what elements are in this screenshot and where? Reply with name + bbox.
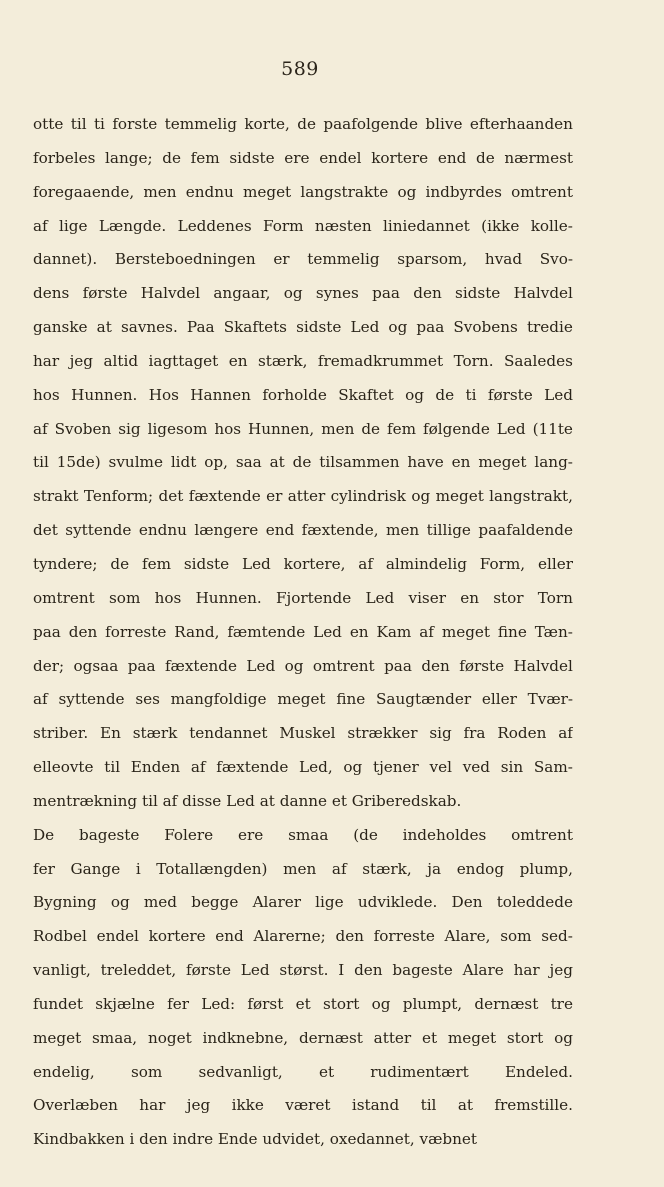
text-line: fundet skjælne fer Led: først et stort og plumpt, dernæst tre — [33, 994, 573, 1013]
text-line: af Svoben sig ligesom hos Hunnen, men de fem følgende Led (11te — [33, 419, 573, 438]
text-line: fer Gange i Totallængden) men af stærk, ja endog plump, — [33, 859, 573, 878]
text-line: paa den forreste Rand, fæmtende Led en Kam af meget fine Tæn- — [33, 622, 573, 641]
text-line: strakt Tenform; det fæxtende er atter cylindrisk og meget langstrakt, — [33, 487, 573, 506]
text-line: vanligt, treleddet, første Led størst. I den bageste Alare har jeg — [33, 961, 573, 980]
text-line: der; ogsaa paa fæxtende Led og omtrent paa den første Halvdel — [33, 656, 573, 675]
text-line: har jeg altid iagttaget en stærk, fremadkrummet Torn. Saaledes — [33, 351, 573, 370]
text-line: striber. En stærk tendannet Muskel strækker sig fra Roden af — [33, 724, 573, 743]
text-line: Rodbel endel kortere end Alarerne; den forreste Alare, som sed- — [33, 927, 573, 946]
text-line: til 15de) svulme lidt op, saa at de tilsammen have en meget lang- — [33, 453, 573, 472]
text-line: dannet). Bersteboedningen er temmelig sparsom, hvad Svo- — [33, 250, 573, 269]
text-line: elleovte til Enden af fæxtende Led, og tjener vel ved sin Sam- — [33, 758, 573, 777]
text-line: ganske at savnes. Paa Skaftets sidste Led og paa Svobens tredie — [33, 318, 573, 337]
text-line: dens første Halvdel angaar, og synes paa den sidste Halvdel — [33, 284, 573, 303]
text-line: det syttende endnu længere end fæxtende, men tillige paafaldende — [33, 521, 573, 540]
text-line: Kindbakken i den indre Ende udvidet, oxedannet, væbnet — [33, 1130, 477, 1149]
text-line: hos Hunnen. Hos Hannen forholde Skaftet og de ti første Led — [33, 385, 573, 404]
text-line: af lige Længde. Leddenes Form næsten liniedannet (ikke kolle- — [33, 216, 573, 235]
text-line: forbeles lange; de fem sidste ere endel kortere end de nærmest — [33, 148, 573, 167]
text-line: foregaaende, men endnu meget langstrakte og indbyrdes omtrent — [33, 182, 573, 201]
text-line: mentrækning til af disse Led at danne et Griberedskab. — [33, 791, 462, 810]
text-line: De bageste Folere ere smaa (de indeholdes omtrent — [33, 825, 573, 844]
page-number: 589 — [281, 58, 319, 80]
text-line: meget smaa, noget indknebne, dernæst atter et meget stort og — [33, 1028, 573, 1047]
text-line: Bygning og med begge Alarer lige udviklede. Den toleddede — [33, 893, 573, 912]
text-line: endelig, som sedvanligt, et rudimentært Endeled. — [33, 1062, 573, 1081]
text-line: otte til ti forste temmelig korte, de paafolgende blive efterhaanden — [33, 115, 573, 133]
text-line: af syttende ses mangfoldige meget fine Saugtænder eller Tvær- — [33, 690, 573, 709]
body-text — [33, 108, 573, 1157]
text-line: tyndere; de fem sidste Led kortere, af almindelig Form, eller — [33, 554, 573, 573]
text-line: omtrent som hos Hunnen. Fjortende Led viser en stor Torn — [33, 588, 573, 607]
text-line: Overlæben har jeg ikke været istand til at fremstille. — [33, 1096, 573, 1115]
